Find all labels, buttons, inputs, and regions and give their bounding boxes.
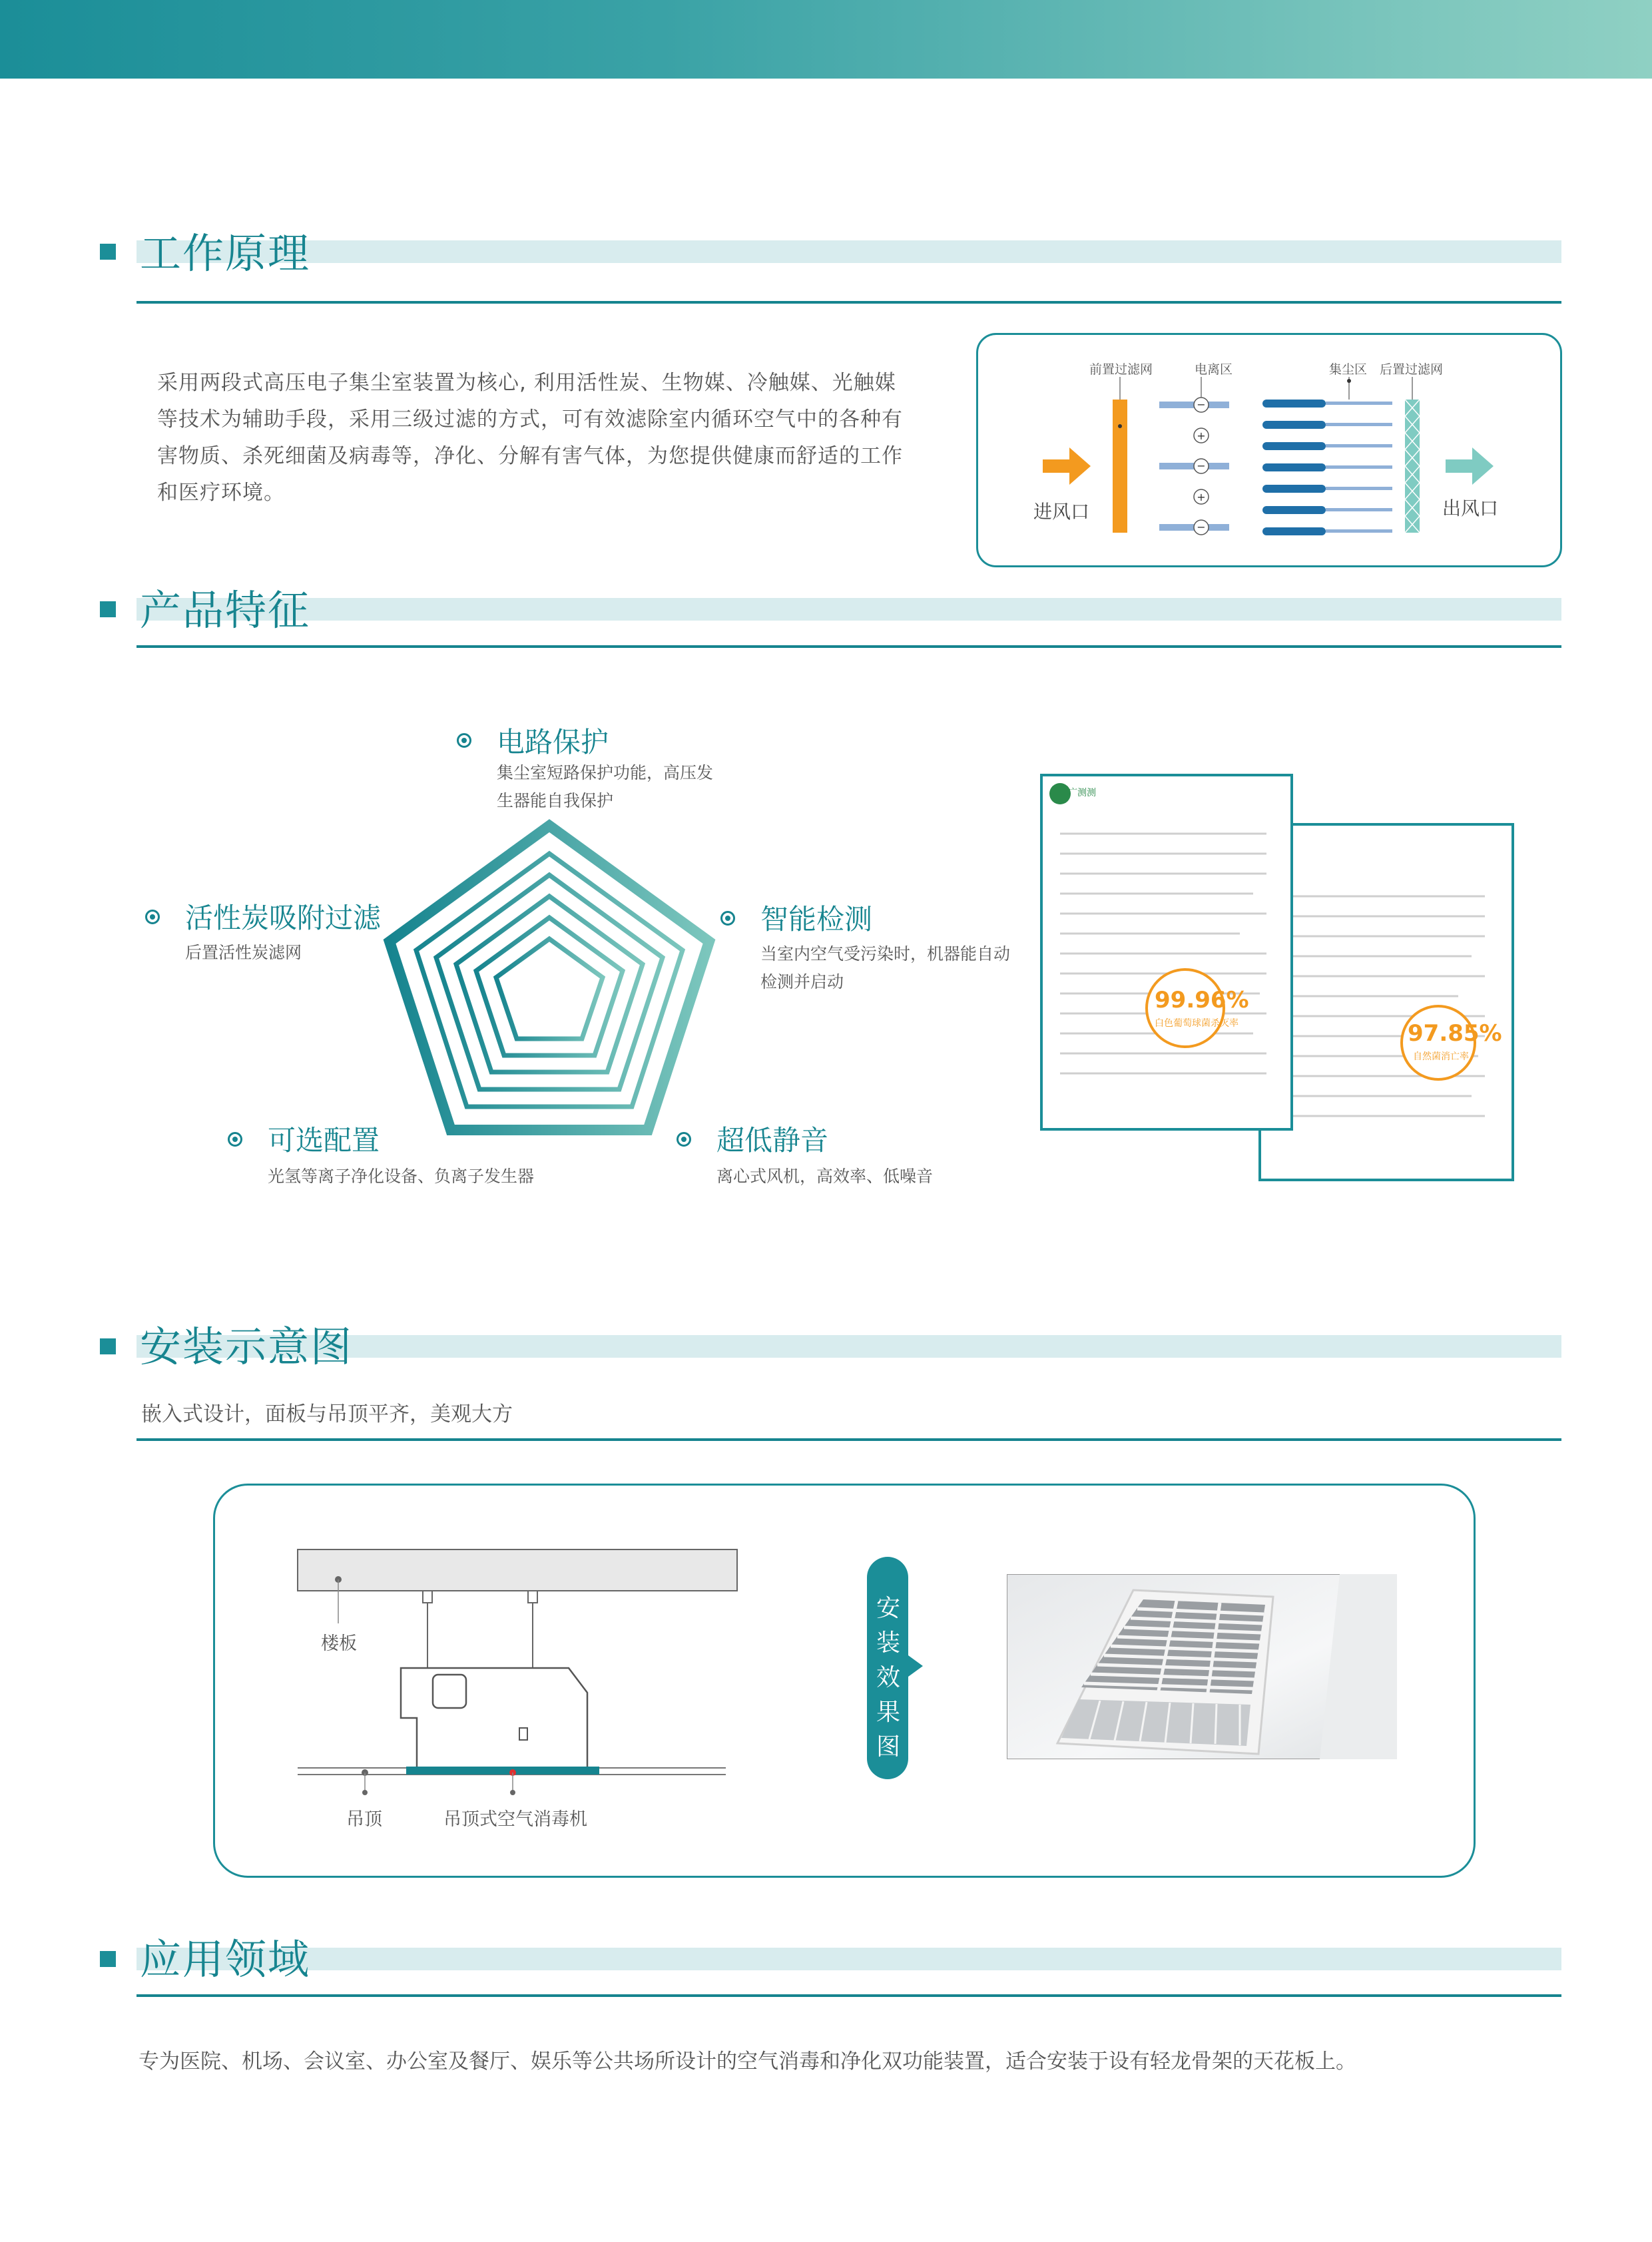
feature-dot-icon [145, 910, 160, 924]
install-subtitle: 嵌入式设计，面板与吊顶平齐，美观大方 [141, 1402, 513, 1426]
post-filter-bar [1405, 400, 1420, 533]
section-marker-icon [100, 1338, 116, 1354]
feature-title-circuit: 电路保护 [497, 726, 609, 758]
filtration-diagram-svg [976, 333, 1562, 567]
report1-label: 白色葡萄球菌杀灭率 [1155, 1018, 1239, 1029]
feature-desc-carbon: 后置活性炭滤网 [185, 943, 302, 962]
feature-title-carbon: 活性炭吸附过滤 [185, 902, 382, 934]
svg-text:+: + [1197, 429, 1206, 442]
feature-desc-circuit: 集尘室短路保护功能，高压发生器能自我保护 [497, 763, 714, 810]
section-marker-icon [100, 601, 116, 617]
label-outlet: 出风口 [1442, 497, 1499, 519]
feature-dot-icon [720, 911, 735, 926]
outlet-arrow-icon [1446, 447, 1494, 485]
label-ionization: 电离区 [1195, 362, 1233, 377]
machine-body [401, 1668, 587, 1768]
svg-text:−: − [1197, 459, 1206, 472]
label-pre-filter: 前置过滤网 [1089, 362, 1153, 377]
svg-text:−: − [1197, 398, 1206, 411]
section-title-application: 应用领域 [140, 1935, 311, 1984]
pentagon-graphic [373, 812, 726, 1172]
label-inlet: 进风口 [1033, 501, 1090, 523]
label-machine: 吊顶式空气消毒机 [443, 1809, 587, 1830]
label-collector: 集尘区 [1329, 362, 1368, 377]
feature-title-smart: 智能检测 [760, 903, 873, 936]
feature-dot-icon [677, 1132, 691, 1147]
effect-badge-arrow-icon [908, 1655, 923, 1677]
feature-title-silent: 超低静音 [716, 1124, 829, 1157]
feature-desc-optional: 光氢等离子净化设备、负离子发生器 [268, 1167, 535, 1186]
feature-dot-icon [457, 733, 471, 748]
top-banner [0, 0, 1652, 79]
section-band [137, 1948, 1561, 1970]
label-post-filter: 后置过滤网 [1380, 362, 1444, 377]
label-floor: 楼板 [321, 1633, 357, 1654]
feature-desc-silent: 离心式风机，高效率、低噪音 [716, 1167, 934, 1186]
feature-desc-smart: 当室内空气受污染时，机器能自动检测并启动 [760, 944, 1011, 991]
floor-slab [298, 1549, 737, 1591]
report-back-lines [1258, 823, 1514, 1181]
section-band [137, 598, 1561, 621]
section-rule [137, 1438, 1561, 1441]
collector-plates [1262, 400, 1392, 535]
effect-badge-label: 安装效果图 [876, 1595, 900, 1761]
installation-drawing [286, 1538, 752, 1818]
report-brand: 广测测 [1068, 788, 1096, 798]
principle-body: 采用两段式高压电子集尘室装置为核心, 利用活性炭、生物媒、冷触媒、光触媒等技术为辅助手段，采用三级过滤的方式，可有效滤除室内循环空气中的各种有害物质、杀死细菌及病毒等，净化、分解有害气体，为您提供健康而舒适的工作和医疗环境。 [157, 371, 903, 505]
section-rule [137, 1994, 1561, 1997]
application-body: 专为医院、机场、会议室、办公室及餐厅、娱乐等公共场所设计的空气消毒和净化双功能装置，适合安装于设有轻龙骨架的天花板上。 [138, 2050, 1356, 2074]
svg-text:+: + [1197, 491, 1206, 503]
report2-label: 自然菌消亡率 [1413, 1051, 1469, 1062]
report-front-lines [1040, 774, 1293, 1131]
report1-percentage: 99.96% [1155, 987, 1249, 1013]
section-rule [137, 645, 1561, 648]
label-ceiling: 吊顶 [346, 1809, 382, 1830]
report2-percentage: 97.85% [1408, 1020, 1502, 1047]
section-rule [137, 301, 1561, 304]
feature-title-optional: 可选配置 [268, 1124, 380, 1157]
section-title-principle: 工作原理 [140, 229, 311, 278]
svg-text:−: − [1197, 521, 1206, 533]
inlet-arrow-icon [1043, 447, 1091, 485]
machine-panel [406, 1767, 599, 1775]
install-effect-photo [1007, 1574, 1397, 1759]
section-marker-icon [100, 244, 116, 260]
feature-dot-icon [228, 1132, 242, 1147]
section-marker-icon [100, 1951, 116, 1967]
section-title-features: 产品特征 [140, 586, 311, 635]
section-title-install: 安装示意图 [140, 1322, 354, 1371]
section-band [137, 240, 1561, 263]
pre-filter-bar [1113, 400, 1127, 533]
